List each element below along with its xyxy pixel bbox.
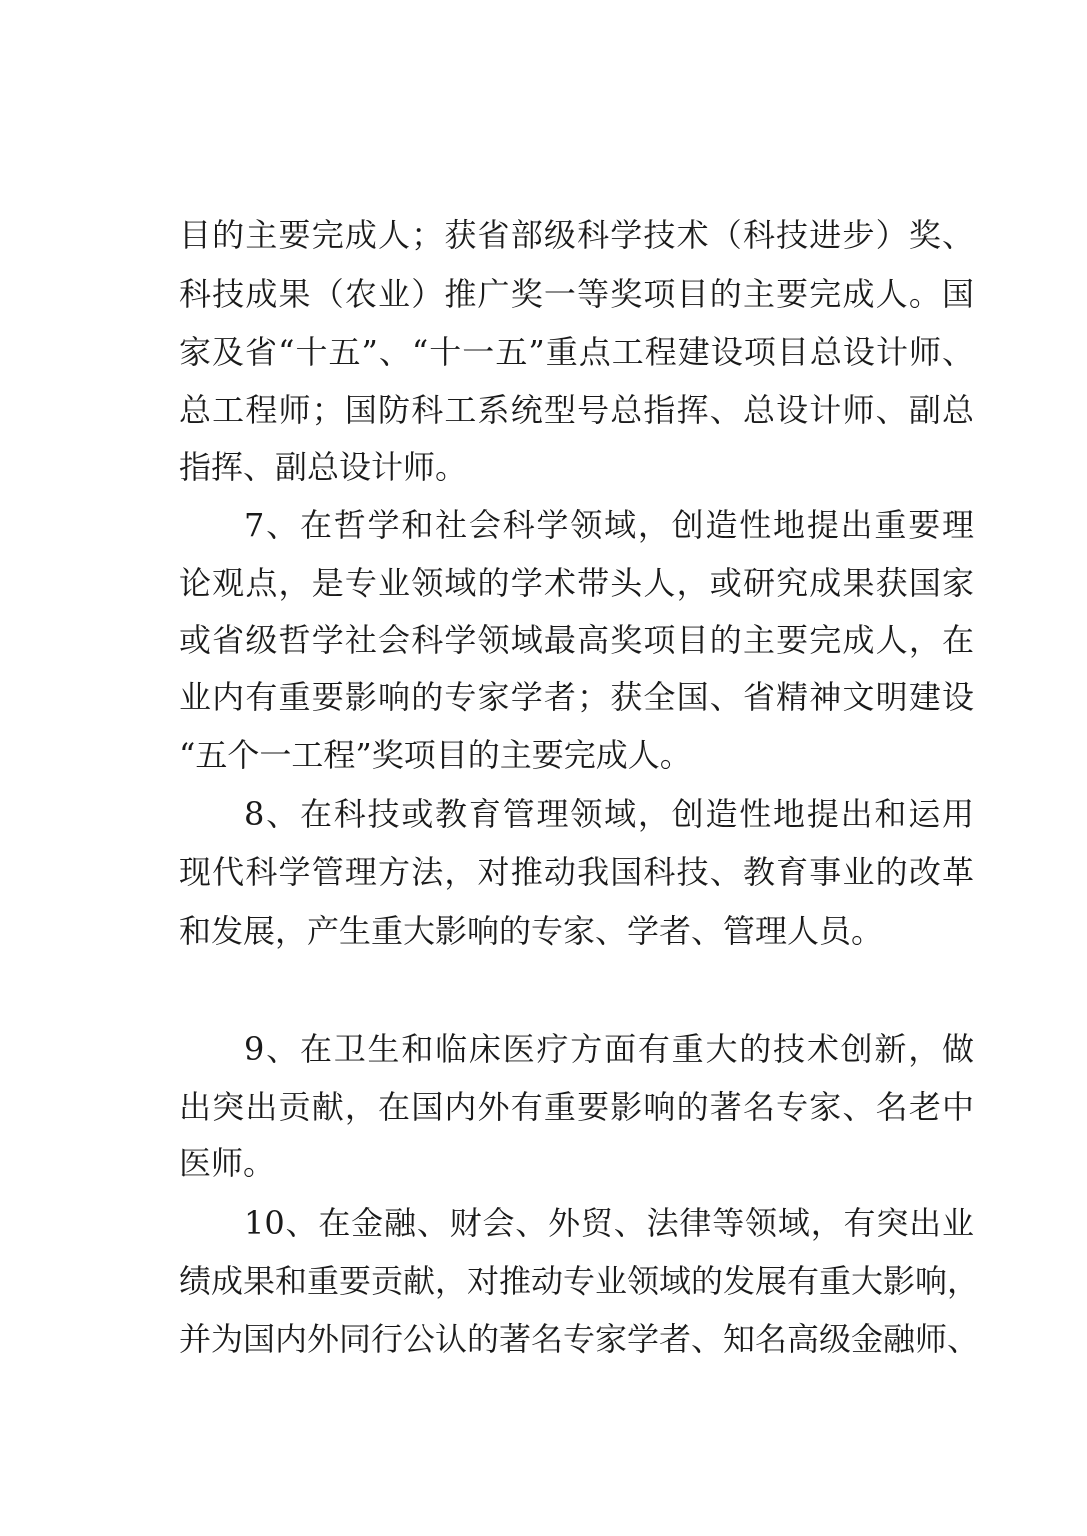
text-line: 出突出贡献，在国内外有重要影响的著名专家、名老中: [179, 1088, 974, 1126]
paragraph-10-first-line: 10、在金融、财会、外贸、法律等领域，有突出业: [244, 1204, 974, 1242]
text-line: 医师。: [179, 1144, 276, 1182]
text-line: 和发展，产生重大影响的专家、学者、管理人员。: [179, 912, 884, 950]
text-line: 总工程师；国防科工系统型号总指挥、总设计师、副总: [179, 391, 974, 429]
text-line: 目的主要完成人；获省部级科学技术（科技进步）奖、: [179, 216, 974, 254]
text-line: 并为国内外同行公认的著名专家学者、知名高级金融师、: [179, 1320, 980, 1358]
text-line: 科技成果（农业）推广奖一等奖项目的主要完成人。国: [179, 275, 974, 313]
text-line: 或省级哲学社会科学领域最高奖项目的主要完成人，在: [179, 621, 974, 659]
paragraph-8-first-line: 8、在科技或教育管理领域，创造性地提出和运用: [244, 795, 974, 833]
text-line: “五个一工程”奖项目的主要完成人。: [179, 736, 692, 774]
paragraph-9-first-line: 9、在卫生和临床医疗方面有重大的技术创新，做: [244, 1030, 974, 1068]
text-line: 业内有重要影响的专家学者；获全国、省精神文明建设: [179, 678, 974, 716]
text-line: 现代科学管理方法，对推动我国科技、教育事业的改革: [179, 853, 974, 891]
paragraph-7-first-line: 7、在哲学和社会科学领域，创造性地提出重要理: [244, 506, 974, 544]
text-line: 指挥、副总设计师。: [179, 448, 468, 486]
text-line: 论观点，是专业领域的学术带头人，或研究成果获国家: [179, 564, 974, 602]
text-line: 家及省“十五”、“十一五”重点工程建设项目总设计师、: [179, 333, 974, 371]
text-line: 绩成果和重要贡献，对推动专业领域的发展有重大影响，: [179, 1262, 980, 1300]
